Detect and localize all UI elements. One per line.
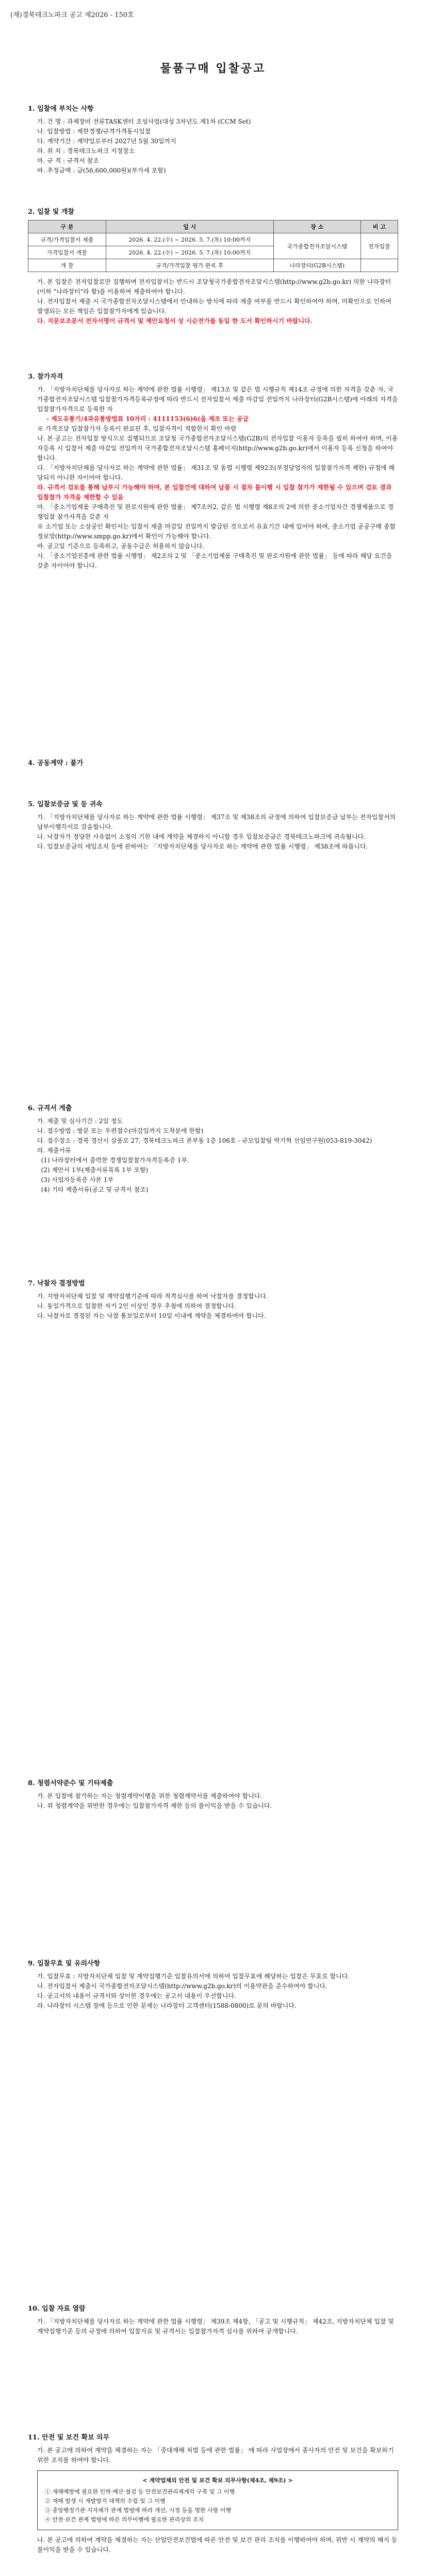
table-cell: 국가종합전자조달시스템	[273, 233, 361, 259]
s3-more: 마. 「중소기업제품 구매촉진 및 판로지원에 관한 법률」 제7조의2, 같은 법 시행령 제8조의 2에 의한 중소기업자간 경쟁제품으로 경쟁입찰 참가자격을 갖춘 자 ※ 소기업 또는 소상공인 확인서는 입찰서 제출 마감일 전일까지 발급된 것으로서 유효기간 내에 있어야 하며, 중소기업 공공구매 종합정보망(http://www.smpp.go.kr)에서 확인이 가능해야 합니다. 바. 공고일 기준으로 등록하고, 공동수급은 허용하지 않습니다. 사. 「중소기업진흥에 관한 법률 시행령」 제2조의 2 및 「중소기업제품 구매촉진 및 판로지원에 관한 법률」 등에 따라 해당 요건을 갖춘 자이어야 합니다.	[37, 503, 396, 569]
s1-line: 라. 위 치 : 경북테크노파크 지정장소	[37, 147, 135, 155]
section-7	[28, 1278, 398, 1321]
table-cell: 개 찰	[28, 259, 106, 272]
safety-box-title: < 계약업체의 안전 및 보건 확보 의무사항(제4조, 제9조) >	[142, 2477, 293, 2484]
section-4	[28, 757, 398, 771]
schedule-table	[28, 220, 398, 272]
safety-box-item: ④ 안전·보건 관계 법령에 따른 의무이행에 필요한 관리상의 조치	[45, 2516, 204, 2523]
table-header: 구 분	[28, 221, 106, 233]
section-5	[28, 799, 398, 852]
section-3	[28, 371, 398, 571]
table-cell: 규격/가격입찰서 제출	[28, 233, 106, 246]
table-row	[28, 233, 398, 246]
section-1	[28, 103, 398, 176]
section-3-body	[28, 385, 398, 571]
s3-body: 가. 「지방자치단체를 당사자로 하는 계약에 관한 법률 시행령」 제13조 및 같은 법 시행규칙 제14조 규정에 의한 자격을 갖춘 자, 국가종합전자조달시스템 입찰참가자격등록규정에 따라 반드시 전자입찰서 제출 마감일 전일까지 나라장터(G2B시스템)에 아래의 자격을 입찰참가자격으로 등록한 자	[37, 386, 400, 413]
section-9-body-wrap	[28, 1972, 398, 2011]
section-11	[28, 2432, 398, 2555]
table-header: 비 고	[361, 221, 398, 233]
s7-body: 가. 지방자치단체 입찰 및 계약집행기준에 따라 적격심사를 하여 낙찰자를 결정합니다. 나. 동일가격으로 입찰한 자가 2인 이상인 경우 추첨에 의하여 결정합니다. 다. 낙찰자로 결정된 자는 낙찰 통보일로부터 10일 이내에 계약을 체결하여야 합니다.	[37, 1293, 268, 1319]
s2-note: 나. 전자입찰서 제출 시 국가종합전자조달시스템에서 안내하는 방식에 따라 제출 여부를 반드시 확인하여야 하며, 미확인으로 인하여 발생되는 모든 책임은 입찰참가자에게 있습니다.	[37, 298, 394, 315]
s1-line: 나. 입찰방법 : 제한경쟁/규격가격동시입찰	[37, 128, 151, 135]
s10-body: 가. 「지방자치단체를 당사자로 하는 계약에 관한 법률 시행령」 제39조 제4항, 「공고 및 시행규칙」 제42조, 지방자치단체 입찰 및 계약집행기준 등의 규정에 의하여 입찰자료 및 규격서는 입찰참가자격 심사를 위하여 공개합니다.	[37, 2318, 396, 2335]
section-7-heading: 7. 낙찰자 결정방법	[28, 1280, 85, 1287]
section-8-heading: 8. 청렴서약준수 및 기타제출	[28, 1780, 113, 1787]
s1-line: 바. 추정금액 : 금(56,600,000원)(부가세 포함)	[37, 167, 166, 174]
section-4-heading: 4. 공동계약 : 불가	[28, 759, 84, 767]
s3-red-line: - 제도유통기/4과유통방법표 10자리 : 4111153(6)6(을 제조 또는 공급	[46, 415, 249, 422]
s8-body: 가. 본 입찰에 참가하는 자는 청렴계약이행을 위한 청렴계약서를 제출하여야 합니다. 나. 위 청렴계약을 위반한 경우에는 입찰참가자격 제한 등의 불이익을 받을 수 있습니다.	[37, 1792, 272, 1809]
safety-duty-box	[37, 2470, 398, 2530]
table-cell: 규격/가격입찰 평가 완료 후	[106, 259, 273, 272]
table-cell	[361, 259, 398, 272]
section-11-body-wrap	[28, 2446, 398, 2555]
page-title: 물품구매 입찰공고	[160, 62, 266, 75]
section-10-heading: 10. 입찰 자료 열람	[28, 2305, 86, 2313]
s11-after: 나. 본 공고에 의하여 계약을 체결하는 자는 산업안전보건법에 따른 안전 및 보건 관리 조치를 이행하여야 하며, 위반 시 계약의 해지 등 불이익을 받을 수 있습니다.	[37, 2536, 400, 2553]
table-cell: 나라장터(G2B시스템)	[273, 259, 361, 272]
table-cell: 가격입찰서 개찰	[28, 246, 106, 259]
table-cell: 전자입찰	[361, 233, 398, 259]
s9-body: 가. 입찰무효 : 지방자치단체 입찰 및 계약집행기준 입찰유의서에 의하여 입찰무효에 해당하는 입찰은 무효로 합니다. 나. 전자입찰서 제출시 국가종합전자조달시스템(http://www.g2b.go.kr)의 이용약관을 준수하여야 합니다. 다. 공고서의 내용이 규격서와 상이한 경우에는 공고서 내용이 우선합니다. 라. 나라장터 시스템 장애 등으로 인한 문제는 나라장터 고객센터(1588-0800)로 문의 바랍니다.	[37, 1973, 350, 2009]
s3-after: ※ 가격조달 입찰참가자 등록이 완료된 후, 입찰자격이 적합한지 확인 바람 나. 본 공고는 전자입찰 방식으로 집행되므로 조달청 국가종합전자조달시스템(G2B)의 전자입찰 이용자 등록을 필히 하여야 하며, 이용자등록 시 입찰서 제출 마감일 전일까지 국가종합전자조달시스템 홈페이지(http://www.g2b.go.kr)에서 이용자 등록 신청을 하여야 합니다. 다. 「지방자치단체를 당사자로 하는 계약에 관한 법률」 제31조 및 동법 시행령 제92조(부정당업자의 입찰참가자격 제한) 규정에 해당되지 아니한 자이어야 합니다.	[37, 425, 398, 481]
section-8	[28, 1777, 398, 1811]
section-3-heading: 3. 참가자격	[28, 373, 63, 381]
section-10-body-wrap	[28, 2317, 398, 2336]
section-2-notes	[28, 277, 398, 326]
section-9	[28, 1958, 398, 2011]
s11-body: 가. 본 공고에 의하여 계약을 체결하는 자는 「중대재해 처벌 등에 관한 법률」 에 따라 사업장에서 종사자의 안전 및 보건을 확보하기 위한 조치를 하여야 합니다.	[37, 2447, 396, 2464]
safety-box-item: ③ 중앙행정기관·지자체가 관계 법령에 따라 개선, 시정 등을 명한 사항 이행	[45, 2507, 232, 2514]
section-7-body-wrap	[28, 1292, 398, 1321]
table-row	[28, 259, 398, 272]
s5-body: 가. 「지방자치단체를 당사자로 하는 계약에 관한 법률 시행령」 제37조 및 제38조의 규정에 의하여 입찰보증금 납부는 전자입찰서의 납부이행각서로 갈음합니다. 나. 낙찰자가 정당한 사유없이 소정의 기한 내에 계약을 체결하지 아니할 경우 입찰보증금은 경북테크노파크에 귀속됩니다. 다. 입찰보증금의 세입조치 등에 관하여는 「지방자치단체를 당사자로 하는 계약에 관한 법률 시행령」 제38조에 따릅니다.	[37, 814, 396, 850]
s1-line: 가. 건 명 : 과제장비 전류TASK센터 조성사업(대성 3차년도 제1차 (CCM Set)	[37, 118, 251, 125]
section-5-heading: 5. 입찰보증금 및 등 귀속	[28, 801, 103, 808]
section-10	[28, 2303, 398, 2336]
safety-box-item: ① 재해예방에 필요한 인력·예산·점검 등 안전보건관리체계의 구축 및 그 이행	[45, 2488, 235, 2495]
section-8-body-wrap	[28, 1791, 398, 1811]
s1-line: 마. 규 격 : 규격서 참조	[37, 157, 99, 164]
section-1-heading: 1. 입찰에 부치는 사항	[28, 105, 94, 113]
section-5-body-wrap	[28, 812, 398, 852]
section-2	[28, 206, 398, 326]
section-6-heading: 6. 규격서 게출	[28, 1105, 72, 1112]
section-6	[28, 1103, 398, 1195]
section-11-heading: 11. 안전 및 보건 확보 의무	[28, 2434, 110, 2442]
s1-line: 다. 계약기간 : 계약일로부터 2027년 5월 30일까지	[37, 138, 176, 145]
table-cell: 2026. 4. 22.(수) ~ 2026. 5. 7.(목) 10:00까지	[106, 246, 273, 259]
table-header: 장 소	[273, 221, 361, 233]
s6-body: 가. 제출 및 심사기간 : 2일 정도 나. 접수방법 : 방문 또는 우편접수(마감일까지 도착분에 한함) 다. 접수장소 : 경북 경산시 삼풍로 27, 경북테크노파크 본부동 1층 106호 - 규모입찰팀 박기혁 선임연구원(053-819-3042) 라. 제출서류 (1) 나라장터에서 출력한 경쟁입찰참가자격등록증 1부. (2) 제안서 1부(제출서류목록 1부 포함) (3) 사업자등록증 사본 1부 (4) 기타 제출서류(공고 및 규격서 참조)	[37, 1117, 372, 1193]
table-header: 일 시	[106, 221, 273, 233]
section-9-heading: 9. 입찰무효 및 유의사항	[28, 1960, 101, 1968]
section-1-lines	[28, 117, 398, 176]
safety-box-item: ② 재해 발생 시 재발방지 대책의 수립 및 그 이행	[45, 2498, 166, 2504]
section-6-body-wrap	[28, 1116, 398, 1195]
s2-note: 가. 본 입찰은 전자입찰로만 집행하며 전자입찰서는 반드시 조달청국가종합전자조달시스템(http://www.g2b.go.kr) 의한 나라장터(이하 "나라장터"라 함)를 이용하여 제출하여야 합니다.	[37, 278, 391, 295]
s3-red2: 라. 규격서 검토를 통해 납부시 가능해야 하며, 본 입찰건에 대하여 납품 시 절차 불이행 시 입찰 참가가 제한될 수 있으며 검토 결과 입찰참가 자격을 제한할 수 있음	[37, 484, 394, 501]
section-2-heading: 2. 입찰 및 개찰	[28, 208, 74, 216]
notice-number: (재)경북테크노파크 공고 제2026 - 150호	[10, 11, 134, 19]
s2-note-highlight: 다. 지문보조문서 전자서명이 규격서 및 제안요청서 상 시순전가를 동일 한 도서 확인하시기 바랍니다.	[37, 317, 313, 325]
table-cell: 2026. 4. 22.(수) ~ 2026. 5. 7.(목) 10:00까지	[106, 233, 273, 246]
